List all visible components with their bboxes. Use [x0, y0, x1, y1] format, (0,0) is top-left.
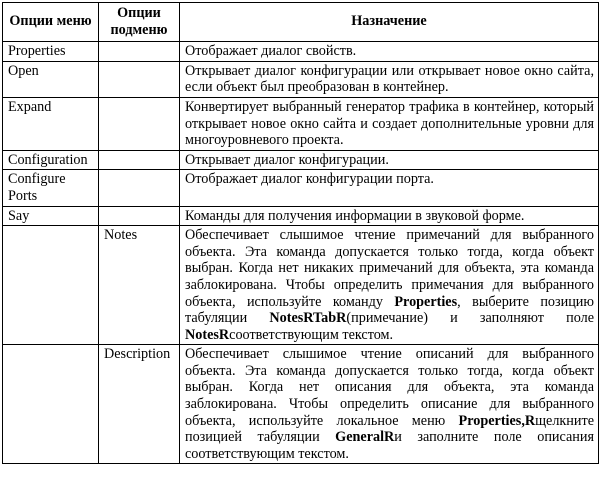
table-row — [3, 206, 599, 226]
cell-purpose — [180, 226, 599, 345]
cell-submenu: Description — [99, 345, 180, 464]
cell-menu: Properties — [3, 42, 99, 62]
table-row — [3, 345, 599, 464]
cell-menu: Say — [3, 206, 99, 226]
cell-submenu — [99, 42, 180, 62]
table-row — [3, 61, 599, 97]
cell-submenu — [99, 150, 180, 170]
table-row — [3, 170, 599, 206]
cell-purpose: Отображает диалог свойств. — [180, 42, 599, 62]
table-row — [3, 42, 599, 62]
bold-term: Properties,R — [458, 412, 536, 429]
cell-menu — [3, 226, 99, 345]
cell-submenu — [99, 61, 180, 97]
bold-term: NotesRTabR — [269, 310, 347, 327]
header-submenu-options: Опции подменю — [99, 3, 180, 42]
text-fragment: щелкните позицией табуляции — [185, 412, 594, 446]
cell-purpose: Открывает диалог конфигурации. — [180, 150, 599, 170]
cell-purpose: Отображает диалог конфигурации порта. — [180, 170, 599, 206]
cell-purpose — [180, 345, 599, 464]
cell-purpose: Команды для получения информации в звуковой форме. — [180, 206, 599, 226]
table-row — [3, 226, 599, 345]
menu-options-table — [2, 2, 599, 464]
bold-term: GeneralR — [335, 429, 395, 446]
cell-purpose: Конвертирует выбранный генератор трафика в контейнер, который открывает новое окно сайта и создает дополнительные уровни для многоуровневого проекта. — [180, 97, 599, 150]
header-purpose: Назначение — [180, 3, 599, 42]
cell-purpose: Открывает диалог конфигурации или открывает новое окно сайта, если объект был преобразован в контейнер. — [180, 61, 599, 97]
cell-submenu — [99, 97, 180, 150]
cell-submenu — [99, 206, 180, 226]
header-row — [3, 3, 599, 42]
table-row — [3, 150, 599, 170]
cell-menu: Configuration — [3, 150, 99, 170]
text-fragment: , выберите позицию табуляции — [185, 293, 594, 327]
cell-menu: Expand — [3, 97, 99, 150]
cell-menu: Open — [3, 61, 99, 97]
cell-menu — [3, 345, 99, 464]
text-fragment: соответствующим текстом. — [229, 326, 394, 343]
bold-term: NotesR — [185, 326, 230, 343]
bold-term: Properties — [394, 293, 458, 310]
text-fragment: и заполните поле описания соответствующим текстом. — [185, 429, 594, 462]
table-row — [3, 97, 599, 150]
cell-submenu — [99, 170, 180, 206]
text-fragment: (примечание) и заполняют поле — [346, 310, 595, 327]
cell-menu: Configure Ports — [3, 170, 99, 206]
text-fragment: Обеспечивает слышимое чтение описаний для выбранного объекта. Эта команда допускается только тогда, когда объект выбран. Когда нет описания для объекта, эта команда заблокирована. Чтобы определить описание для выбранного объекта, используйте локальное меню — [185, 346, 594, 429]
text-fragment: Обеспечивает слышимое чтение примечаний для выбранного объекта. Эта команда допускается только тогда, когда объект выбран. Когда нет никаких примечаний для объекта, эта команда заблокирована. Чтобы определить примечания для выбранного объекта, используйте команду — [185, 227, 594, 310]
cell-submenu: Notes — [99, 226, 180, 345]
header-menu-options: Опции меню — [3, 3, 99, 42]
